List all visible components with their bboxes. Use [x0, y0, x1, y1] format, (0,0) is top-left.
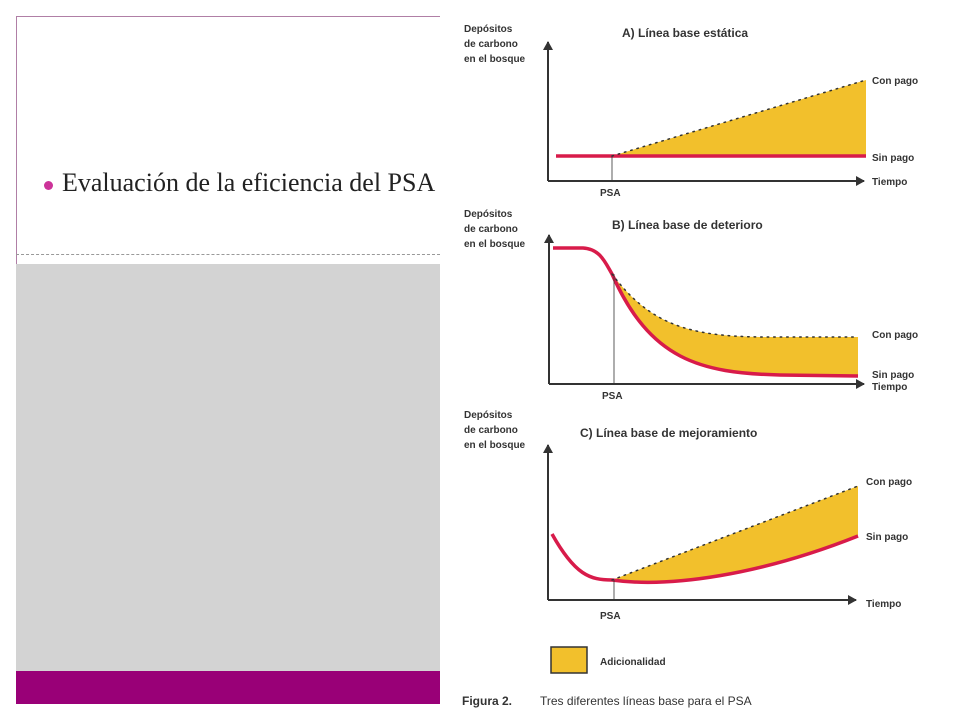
panel-b-tiempo-label: Tiempo: [872, 382, 908, 393]
panel-b-ylabel-3: en el bosque: [464, 239, 526, 250]
panel-a-title: A) Línea base estática: [622, 26, 749, 40]
panel-c-fill: [612, 486, 858, 582]
bullet-text: Evaluación de la eficiencia del PSA: [62, 168, 436, 197]
panel-b: [464, 209, 918, 402]
panel-a-sin-pago-label: Sin pago: [872, 153, 915, 164]
panel-c-con-pago-label: Con pago: [866, 477, 913, 488]
panel-a: [464, 24, 918, 199]
panel-b-con-pago-label: Con pago: [872, 330, 919, 341]
panel-b-ylabel-2: de carbono: [464, 224, 518, 235]
panel-c-title: C) Línea base de mejoramiento: [580, 426, 758, 440]
accent-bar: [16, 671, 440, 704]
panel-a-tiempo-label: Tiempo: [872, 177, 908, 188]
legend-label: Adicionalidad: [600, 657, 666, 668]
panel-c-tiempo-label: Tiempo: [866, 599, 902, 610]
panel-c-psa-label: PSA: [600, 611, 621, 622]
panel-a-ylabel-3: en el bosque: [464, 54, 526, 65]
dashed-divider: [16, 254, 440, 255]
panel-c: [464, 410, 912, 622]
panel-c-ylabel-3: en el bosque: [464, 440, 526, 451]
figure-caption-label: Figura 2.: [462, 694, 513, 708]
panel-b-psa-label: PSA: [602, 391, 623, 402]
legend-swatch: [551, 647, 587, 673]
gray-content-block: [16, 264, 440, 671]
panel-b-ylabel-1: Depósitos: [464, 209, 513, 220]
top-border: [16, 16, 440, 17]
baseline-figure: [448, 0, 948, 720]
slide-left-panel: [16, 16, 440, 704]
panel-b-fill: [612, 274, 858, 376]
panel-c-ylabel-1: Depósitos: [464, 410, 513, 421]
panel-a-ylabel-2: de carbono: [464, 39, 518, 50]
panel-a-con-pago-label: Con pago: [872, 76, 919, 87]
panel-c-ylabel-2: de carbono: [464, 425, 518, 436]
panel-b-title: B) Línea base de deterioro: [612, 218, 763, 232]
bullet-dot-icon: [44, 181, 53, 190]
figure-caption-text: Tres diferentes líneas base para el PSA: [540, 694, 752, 708]
panel-a-psa-label: PSA: [600, 188, 621, 199]
panel-a-ylabel-1: Depósitos: [464, 24, 513, 35]
panel-c-sin-pago-label: Sin pago: [866, 532, 909, 543]
panel-b-sin-pago-label: Sin pago: [872, 370, 915, 381]
